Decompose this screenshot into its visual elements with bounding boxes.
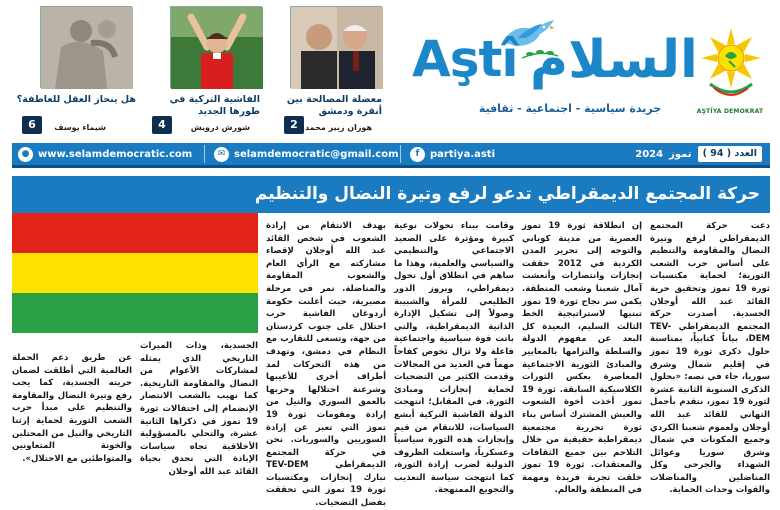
headline-bar [12,176,770,213]
article-paragraph: عن طريق دعم الحملة العالمية التي أطلقت لضمان حريته الجسدية، كما يجب رفع وتيرة النضال والمقاومة والتنظيم على مبدأ حرب الشعب الثورية لحماية إرثنا التاريخي والنيل من المحتلين والخونة المتعاونين والمتواطئين مع الاحتلال». [12,353,132,464]
globe-icon: ● [18,147,33,162]
tagline: جريدة سياسية - اجتماعية - ثقافية [478,102,662,115]
article-paragraph: دعت حركة المجتمع الديمقراطي لرفع وتيرة النضال والمقاومة والتنظيم على أساس حرب الشعب الثورية؛ لحماية مكتسبات ثورة 19 تموز وتحقيق حرية القائد عبد الله أوجلان الجسدية. أصدرت حركة المجتمع الديمقراطي TEV-DEM، بياناً كتابياً، بمناسبة حلول ذكرى ثورة 19 تموز في إقليم شمال وشرق سوريا، جاء في نصه: «بحلول الذكرى السنوية الثانية عشرة لثورة 19 تموز، نتقدم بأجمل التهاني للقائد عبد الله أوجلان ولعموم شعبنا الكردي وجميع المكونات في شمال وشرق سوريا وعوائل الشهداء والجرحى وكل المناضلين والمناضلات والقوات وحدات الحماية. [650,221,770,496]
article-column-2 [522,220,642,496]
divider [400,145,401,163]
article-column-5 [140,340,258,477]
article-column-1 [650,220,770,496]
issue-number: ( 94 ) [702,148,732,159]
sun-emblem-icon [700,22,762,112]
facebook-icon: f [410,147,425,162]
article-paragraph: وقامت ببناء تحولات نوعية كبيرة ومؤثرة على الصعيد الاجتماعي والتنظيمي والسياسي والعلمية، وهذا ما ساهم في انطلاق أول تحول ديمقراطي، وبروز الدور الطليعي للمرأة والشبيبة وصولاً إلى تشكيل الإدارة الذاتية الديمقراطية، والتي باتت قوة سياسية واجتماعية فاعلة ولا تزال تخوض كفاحاً مهماً في العديد من المجالات وقدمت الكثير من التضحيات لحماية إنجازات ومبادئ الثورة. في المقابل؛ انتهجت الدولة الفاشية التركية أبشع السياسات، للانتقام من قيم وإنجازات هذه الثورة سياسياً وعسكرياً، واستغلت الظروف الدولية لضرب إرادة الثورة، كما انتهجت سياسة التعذيب والتجويع الممنهجة. [394,221,514,496]
article-paragraph: إن انطلاقة ثورة 19 تموز العصرية من مدينة كوباني والتوجه إلى تحرير المدن الكردية في 2012 حققت إنجازات وانتصارات وأنعشت آمال شعبنا وشعب المنطقة. يكمن سر نجاح ثورة 19 تموز تبنيها لاستراتيجية الخط الثالث السليم، البعيدة كل البعد عن مفهوم الدولة والسلطة والتزامها بالمعايير والمبادئ الثورية الاجتماعية المعاصرة بعكس الثورات الكلاسيكية السابقة. ثورة 19 تموز أخذت أخوة الشعوب والعيش المشترك أساس بناء ثورة تحررية مجتمعية ديمقراطية حقيقية من خلال التلاحم بين جميع الثقافات والمعتقدات. ثورة 19 تموز خلقت تجربة فريدة ومهمة في المنطقة والعالم. [522,221,642,496]
article-column-3 [394,220,514,496]
issue-label-text: العدد [734,148,757,159]
teaser-page-number-3: 6 [22,116,42,134]
teaser-author-1: هوزان زبير محمد [305,123,372,132]
divider [204,145,205,163]
email-link[interactable] [214,143,399,165]
article-paragraph: الجسدية، وذات الميراث التاريخي الذي يمثله لمشاركات الأعوام من النضال والمقاومة التاريخية. كما نهيب بالشعب الانتصار الإنضمام إلى احتفالات ثورة 19 تموز في ذكراها الثانية عشرة، والتحلي بالمسؤولية الأخلاقية تجاه سياسات الإبادة التي تحدق بحياة القائد عبد الله أوجلان [140,341,258,477]
brand-latin-name: Aştî [412,30,518,88]
article-column-6 [12,352,132,468]
flag-stripe-yellow [12,253,258,293]
facebook-text: partiya.asti [430,148,496,160]
flag-stripe-red [12,213,258,253]
teaser-author-3: شيماء يوسف [54,123,106,132]
article-paragraph: بهدف الانتقام من إرادة الشعوب في شخص القائد عبد الله أوجلان لإقصاء مشاركته مع الرأي العام والشعوب المقاومة والمناضلة. نمر في مرحلة مصيرية، حيث أعلنت حكومة أردوغان الفاشية حرب احتلال على جنوب كردستان من جهة، وتسعى للتقارب مع النظام في دمشق، وتهدف من هذه التحركات لمد أطراف أخرى للأعيبها وشرعنة احتلالها وحربها بالعمق السوري والنيل من إرادة ومقومات ثورة 19 تموز التي تعبر عن إرادة السوريين والسوريات. نحن في حركة المجتمع الديمقراطي TEV-DEM نبارك إنجازات ومكتسبات ثورة 19 تموز التي تحققت بفضل التضحيات. [266,221,386,509]
teaser-page-number-2: 4 [152,116,172,134]
brand-arabic-name: السلام [530,30,698,90]
flag-stripe-green [12,293,258,333]
facebook-link[interactable] [410,143,495,165]
issue-info [635,145,762,163]
masthead [0,0,780,140]
mail-icon: ✉ [214,147,229,162]
info-bar [12,143,770,168]
issue-label [698,146,762,162]
article-column-4 [266,220,386,509]
teaser-image-footballer[interactable] [170,6,262,88]
rojava-flag-image [12,213,258,333]
issue-month: تموز [669,148,692,160]
teaser-title-3[interactable]: هل ينحاز العقل للعاطفة؟ [16,94,136,105]
emblem-caption: AŞTÎYA DEMOKRAT [696,108,764,115]
teaser-title-1[interactable]: معضلة المصالحة بين أنقرة ودمشق [286,94,382,117]
teaser-image-sculpture[interactable] [40,6,132,88]
teaser-author-2: شورش درويش [190,123,250,132]
website-link[interactable] [18,143,192,165]
teaser-image-politics[interactable] [290,6,382,88]
website-text: www.selamdemocratic.com [38,148,193,160]
main-headline[interactable]: حركة المجتمع الديمقراطي تدعو لرفع وتيرة النضال والتنظيم [254,184,760,204]
email-text: selamdemocratic@gmail.com [234,148,399,160]
teaser-title-2[interactable]: الفاشية التركية في طورها الجديد [169,94,260,117]
teaser-page-number-1: 2 [284,116,304,134]
issue-year: 2024 [635,148,664,160]
